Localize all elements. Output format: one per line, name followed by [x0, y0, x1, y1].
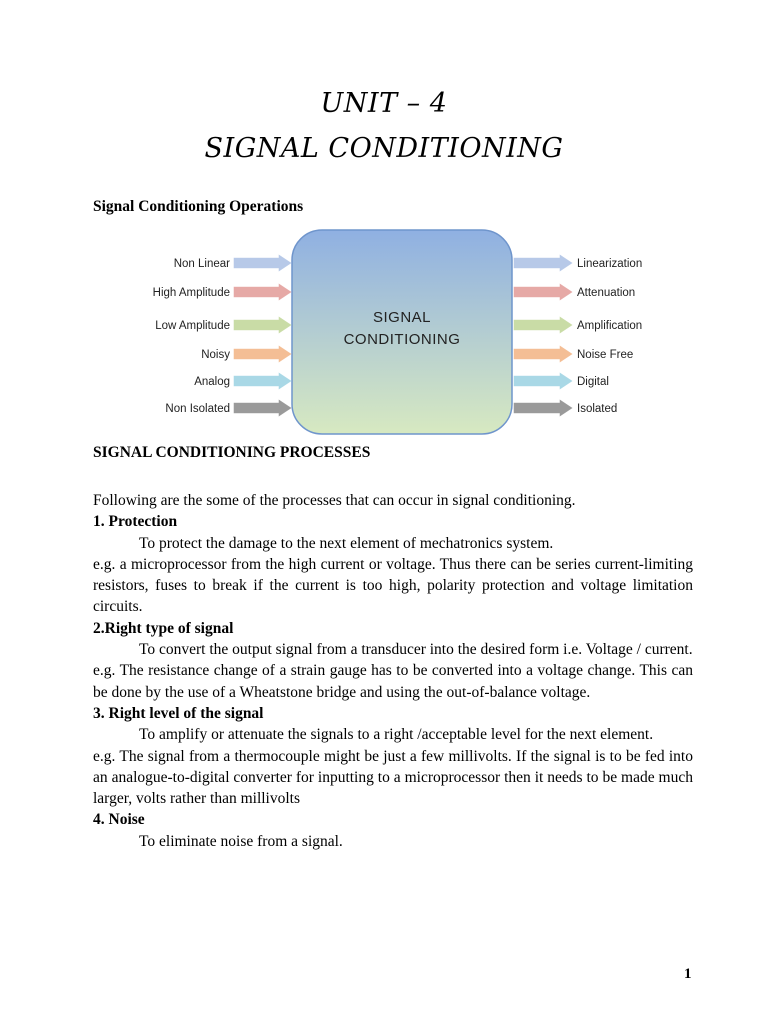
signal-type-example: e.g. The resistance change of a strain gauge has to be converted into a voltage change. This can be done by the use of a Wheatstone bridge and using the out-of-balance voltage. [93, 662, 693, 701]
box-label-line1: SIGNAL [372, 309, 432, 326]
input-signals [153, 255, 291, 416]
chapter-title: SIGNAL CONDITIONING [204, 133, 564, 164]
output-arrow [514, 346, 572, 362]
processes-heading: SIGNAL CONDITIONING PROCESSES [93, 444, 371, 461]
input-label: Non Isolated [165, 403, 230, 415]
unit-title: UNIT – 4 [320, 88, 448, 119]
input-arrow [234, 284, 291, 300]
output-label: Digital [577, 376, 609, 388]
input-label: High Amplitude [152, 287, 230, 299]
output-label: Linearization [577, 258, 643, 270]
output-arrow [514, 400, 572, 416]
input-arrow [234, 400, 291, 416]
intro-paragraph: Following are the some of the processes that can occur in signal conditioning. [93, 492, 576, 509]
input-arrow [234, 346, 291, 362]
output-label: Amplification [577, 320, 643, 332]
output-signals [514, 255, 642, 416]
output-arrow [514, 284, 572, 300]
input-label: Analog [194, 376, 230, 388]
noise-text: To eliminate noise from a signal. [139, 832, 343, 850]
output-arrow [514, 317, 572, 333]
input-arrow [234, 373, 291, 389]
protection-text: To protect the damage to the next element of mechatronics system. [139, 534, 554, 552]
operations-heading: Signal Conditioning Operations [93, 198, 304, 215]
page-number: 1 [684, 966, 692, 982]
input-arrow [234, 255, 291, 271]
signal-level-text: To amplify or attenuate the signals to a right /acceptable level for the next element. [139, 726, 654, 744]
output-label: Noise Free [577, 349, 634, 361]
output-arrow [514, 255, 572, 271]
input-label: Non Linear [173, 258, 230, 270]
signal-type-text: To convert the output signal from a transducer into the desired form i.e. Voltage / current. [139, 641, 693, 659]
body-text [93, 490, 693, 852]
output-label: Attenuation [577, 287, 636, 299]
output-label: Isolated [577, 403, 618, 415]
output-arrow [514, 373, 572, 389]
box-label-line2: CONDITIONING [343, 331, 461, 348]
protection-example: e.g. a microprocessor from the high current or voltage. Thus there can be series current-limiting resistors, fuses to break if the current is too high, polarity protection and voltage limitation circuits. [93, 555, 693, 616]
input-arrow [234, 317, 291, 333]
input-label: Noisy [201, 349, 230, 361]
signal-level-heading: 3. Right level of the signal [93, 704, 264, 722]
input-label: Low Amplitude [155, 320, 230, 332]
signal-level-example: e.g. The signal from a thermocouple might be just a few millivolts. If the signal is to be fed into an analogue-to-digital converter for inputting to a microprocessor then it needs to be made much larger, volts rather than millivolts [93, 747, 693, 808]
signal-conditioning-diagram [138, 226, 658, 440]
protection-heading: 1. Protection [93, 513, 178, 531]
noise-heading: 4. Noise [93, 811, 145, 829]
signal-type-heading: 2.Right type of signal [93, 619, 234, 637]
